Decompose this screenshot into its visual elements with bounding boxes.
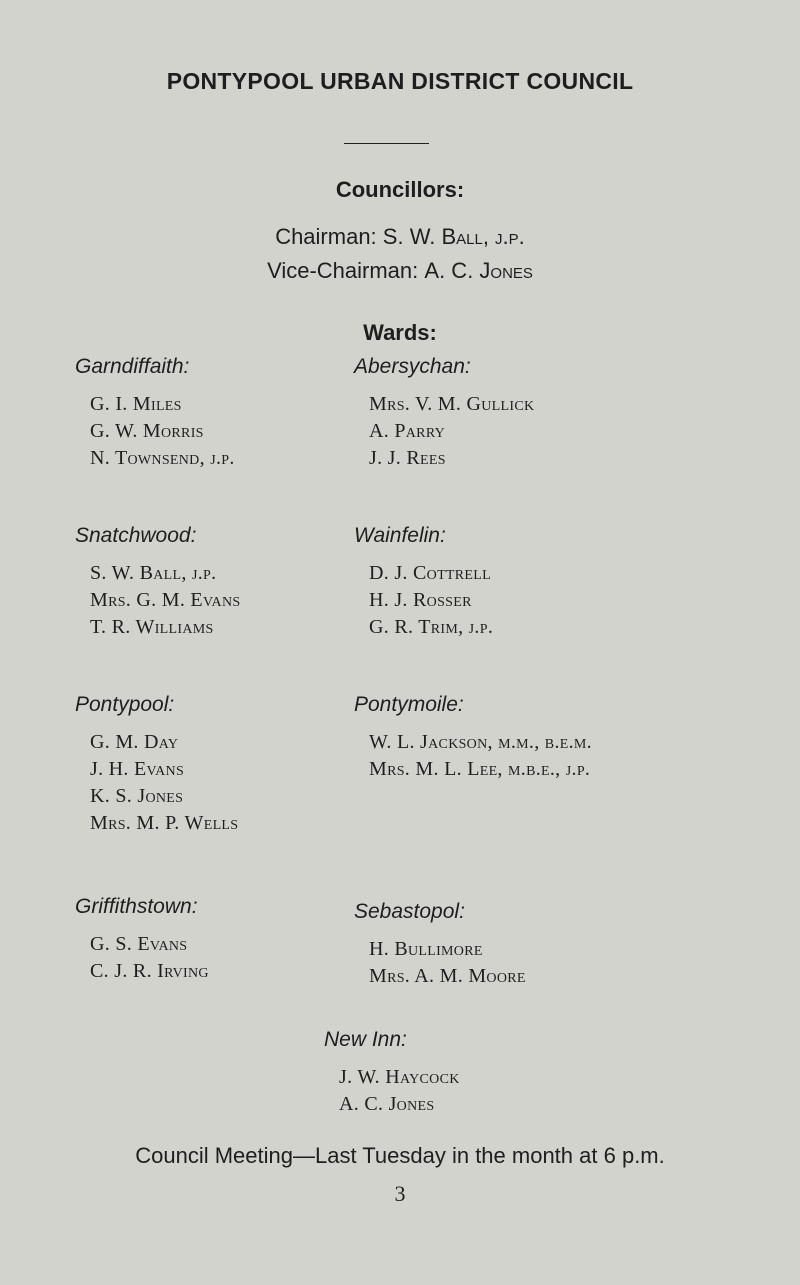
ward-member: S. W. Ball, j.p. [90,562,217,584]
ward-member: C. J. R. Irving [90,960,209,982]
ward-member: A. C. Jones [339,1093,435,1115]
chairman-line [0,224,800,250]
ward-member: J. J. Rees [369,447,446,469]
ward-pontypool [75,693,238,837]
ward-member: Mrs. V. M. Gullick [369,393,535,415]
ward-name: Snatchwood: [75,524,197,547]
ward-name: New Inn: [324,1028,407,1051]
ward-name: Garndiffaith: [75,355,190,378]
ward-member: H. Bullimore [369,938,483,960]
ward-snatchwood [75,524,240,641]
ward-member: G. W. Morris [90,420,204,442]
ward-name: Abersychan: [354,355,471,378]
ward-griffithstown [75,895,209,985]
ward-name: Griffithstown: [75,895,198,918]
chairman-name: S. W. Ball, j.p. [382,224,525,249]
wards-heading: Wards: [363,320,437,345]
ward-member: J. W. Haycock [339,1066,460,1088]
ward-member: K. S. Jones [90,785,184,807]
vice-chairman-label: Vice-Chairman: [267,258,419,283]
ward-member: Mrs. M. L. Lee, m.b.e., j.p. [369,758,591,780]
ward-member: D. J. Cottrell [369,562,491,584]
ward-abersychan [354,355,534,472]
ward-member: Mrs. G. M. Evans [90,589,241,611]
ward-garndiffaith [75,355,235,472]
ward-member: A. Parry [369,420,446,442]
ward-wainfelin [354,524,493,641]
ward-name: Sebastopol: [354,900,465,923]
page-title: PONTYPOOL URBAN DISTRICT COUNCIL [166,68,634,94]
ward-sebastopol [354,900,526,990]
ward-member: G. S. Evans [90,933,188,955]
councillors-heading: Councillors: [335,177,465,202]
vice-chairman-line [0,258,800,284]
ward-member: T. R. Williams [90,616,214,638]
ward-name: Pontypool: [75,693,175,716]
page-number: 3 [394,1181,406,1206]
ward-new-inn [324,1028,460,1118]
title-divider [344,143,429,144]
ward-pontymoile [354,693,592,783]
ward-member: W. L. Jackson, m.m., b.e.m. [369,731,592,753]
ward-member: Mrs. M. P. Wells [90,812,239,834]
meeting-note: Council Meeting—Last Tuesday in the month at 6 p.m. [135,1143,665,1168]
ward-member: G. M. Day [90,731,179,753]
ward-member: G. R. Trim, j.p. [369,616,494,638]
ward-member: G. I. Miles [90,393,182,415]
ward-name: Pontymoile: [354,693,464,716]
vice-chairman-name: A. C. Jones [424,258,533,283]
ward-member: J. H. Evans [90,758,185,780]
ward-member: N. Townsend, j.p. [90,447,235,469]
ward-member: Mrs. A. M. Moore [369,965,526,987]
chairman-label: Chairman: [275,224,377,249]
ward-member: H. J. Rosser [369,589,472,611]
ward-name: Wainfelin: [354,524,446,547]
